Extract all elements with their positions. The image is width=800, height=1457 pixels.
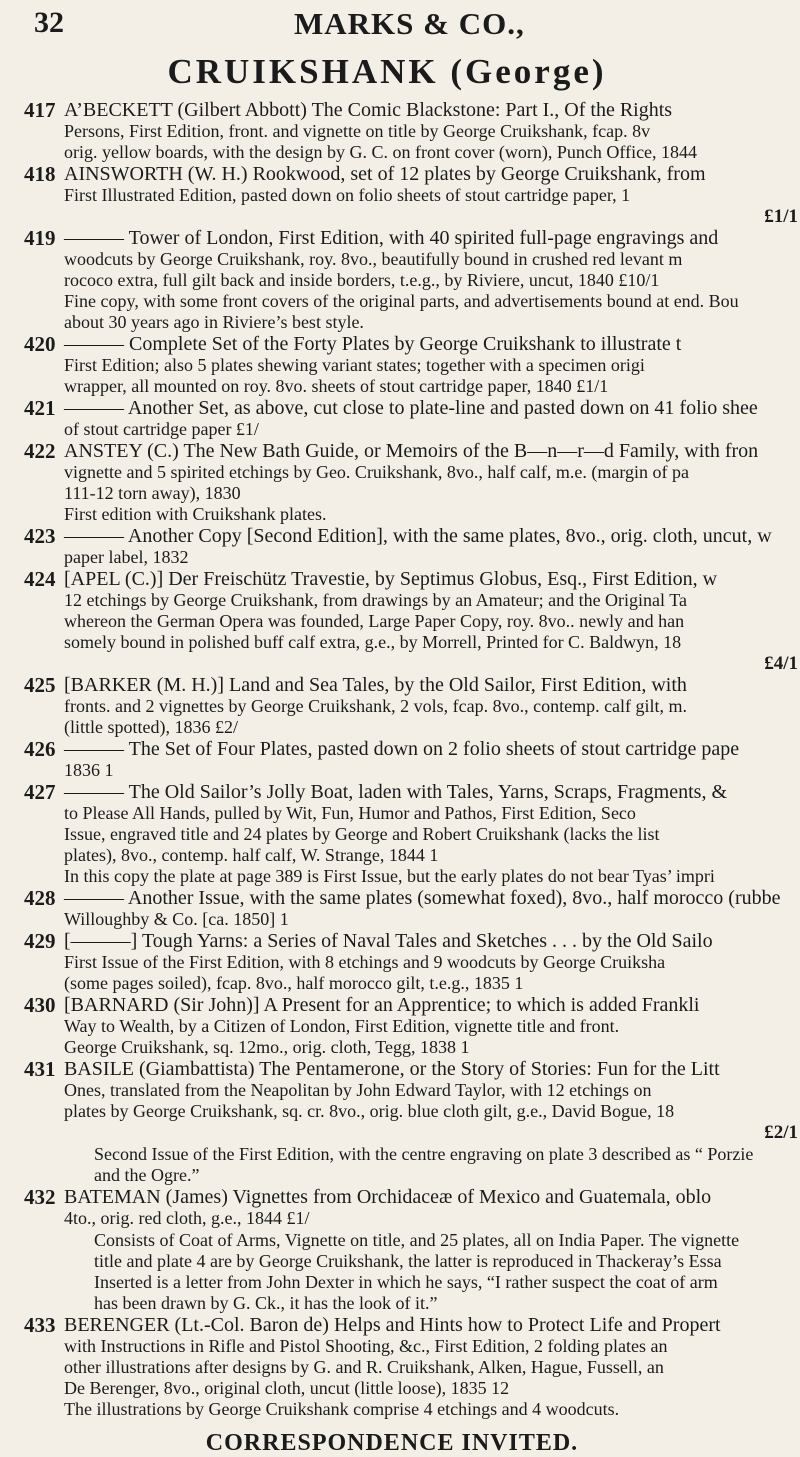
catalogue-entry xyxy=(24,441,800,525)
entry-line: BASILE (Giambattista) The Pentamerone, or the Story of Stories: Fun for the Litt xyxy=(64,1059,720,1080)
entry-number: 429 xyxy=(24,931,56,953)
entry-line: Inserted is a letter from John Dexter in which he says, “I rather suspect the coat of arm xyxy=(94,1272,718,1292)
catalogue-entry xyxy=(24,526,800,568)
entry-number: 423 xyxy=(24,526,56,548)
catalogue-entry xyxy=(24,398,800,440)
entry-line: Fine copy, with some front covers of the original parts, and advertisements bound at end. Bou xyxy=(64,291,739,311)
entry-line: [BARKER (M. H.)] Land and Sea Tales, by the Old Sailor, First Edition, with xyxy=(64,675,687,696)
entry-line: First edition with Cruikshank plates. xyxy=(64,504,327,524)
page-header xyxy=(24,6,800,52)
running-head: MARKS & CO., xyxy=(294,6,525,41)
entry-note xyxy=(24,1144,800,1186)
entry-number: 420 xyxy=(24,334,56,356)
catalogue-entry xyxy=(24,334,800,397)
entry-line: ——— The Set of Four Plates, pasted down on 2 folio sheets of stout cartridge pape xyxy=(64,739,740,760)
entry-line: ——— The Old Sailor’s Jolly Boat, laden with Tales, Yarns, Scraps, Fragments, & xyxy=(64,782,728,803)
catalogue-entry xyxy=(24,1059,800,1143)
entry-number: 431 xyxy=(24,1059,56,1081)
entry-line: ——— Complete Set of the Forty Plates by George Cruikshank to illustrate t xyxy=(64,334,682,355)
entry-line: other illustrations after designs by G. and R. Cruikshank, Alken, Hague, Fussell, an xyxy=(64,1357,664,1377)
entry-line: Second Issue of the First Edition, with the centre engraving on plate 3 described as “ Porzie xyxy=(94,1144,754,1164)
entry-line: The illustrations by George Cruikshank comprise 4 etchings and 4 woodcuts. xyxy=(64,1399,620,1419)
entry-line: Willoughby & Co. [ca. 1850] 1 xyxy=(64,909,289,929)
entry-line: (some pages soiled), fcap. 8vo., half morocco gilt, t.e.g., 1835 1 xyxy=(64,973,524,993)
entry-number: 427 xyxy=(24,782,56,804)
entry-line: First Edition; also 5 plates shewing variant states; together with a specimen origi xyxy=(64,355,645,375)
entry-line: vignette and 5 spirited etchings by Geo. Cruikshank, 8vo., half calf, m.e. (margin of pa xyxy=(64,462,690,482)
catalogue-entry xyxy=(24,100,800,163)
entry-line: [BARNARD (Sir John)] A Present for an Apprentice; to which is added Frankli xyxy=(64,995,700,1016)
entry-number: 417 xyxy=(24,100,56,122)
catalogue-entry xyxy=(24,1315,800,1420)
catalogue-entry xyxy=(24,995,800,1058)
entry-note xyxy=(24,1230,800,1314)
entry-line: Consists of Coat of Arms, Vignette on title, and 25 plates, all on India Paper. The vignette xyxy=(94,1230,740,1250)
entry-line: A’BECKETT (Gilbert Abbott) The Comic Blackstone: Part I., Of the Rights xyxy=(64,100,673,121)
entry-number: 426 xyxy=(24,739,56,761)
entry-line: Issue, engraved title and 24 plates by George and Robert Cruikshank (lacks the list xyxy=(64,824,660,844)
entry-line: Persons, First Edition, front. and vignette on title by George Cruikshank, fcap. 8v xyxy=(64,121,651,141)
entry-number: 433 xyxy=(24,1315,56,1337)
entries-list xyxy=(24,100,800,1420)
entry-line: plates), 8vo., contemp. half calf, W. Strange, 1844 1 xyxy=(64,845,439,865)
entry-price: £2/1 xyxy=(764,1122,798,1143)
catalogue-entry xyxy=(24,675,800,738)
entry-line: First Issue of the First Edition, with 8 etchings and 9 woodcuts by George Cruiksha xyxy=(64,952,666,972)
entry-line: De Berenger, 8vo., original cloth, uncut (little loose), 1835 12 xyxy=(64,1378,510,1398)
entry-line: fronts. and 2 vignettes by George Cruikshank, 2 vols, fcap. 8vo., contemp. calf gilt, m. xyxy=(64,696,688,716)
entry-line: 12 etchings by George Cruikshank, from drawings by an Amateur; and the Original Ta xyxy=(64,590,687,610)
entry-line: Ones, translated from the Neapolitan by John Edward Taylor, with 12 etchings on xyxy=(64,1080,652,1100)
entry-line: ANSTEY (C.) The New Bath Guide, or Memoirs of the B—n—r—d Family, with fron xyxy=(64,441,759,462)
entry-line: and the Ogre.” xyxy=(94,1165,200,1185)
entry-number: 419 xyxy=(24,228,56,250)
entry-line: ——— Another Copy [Second Edition], with the same plates, 8vo., orig. cloth, uncut, w xyxy=(64,526,772,547)
catalogue-entry xyxy=(24,228,800,333)
entry-line: (little spotted), 1836 £2/ xyxy=(64,717,238,737)
entry-line: whereon the German Opera was founded, Large Paper Copy, roy. 8vo.. newly and han xyxy=(64,611,685,631)
entry-line: ——— Another Issue, with the same plates (somewhat foxed), 8vo., half morocco (rubbe xyxy=(64,888,781,909)
footer-text: CORRESPONDENCE INVITED. xyxy=(205,1430,579,1456)
entry-line: AINSWORTH (W. H.) Rookwood, set of 12 plates by George Cruikshank, from xyxy=(64,164,706,185)
catalogue-entry xyxy=(24,782,800,887)
catalogue-entry xyxy=(24,888,800,930)
entry-price: £4/1 xyxy=(764,653,798,674)
catalogue-entry xyxy=(24,931,800,994)
entry-line: paper label, 1832 xyxy=(64,547,189,567)
entry-number: 421 xyxy=(24,398,56,420)
entry-number: 422 xyxy=(24,441,56,463)
entry-line: ——— Tower of London, First Edition, with 40 spirited full-page engravings and xyxy=(64,228,719,249)
entry-line: woodcuts by George Cruikshank, roy. 8vo., beautifully bound in crushed red levant m xyxy=(64,249,683,269)
entry-line: BATEMAN (James) Vignettes from Orchidaceæ of Mexico and Guatemala, oblo xyxy=(64,1187,712,1208)
entry-line: somely bound in polished buff calf extra, g.e., by Morrell, Printed for C. Baldwyn, 18 xyxy=(64,632,682,652)
entry-line: with Instructions in Rifle and Pistol Shooting, &c., First Edition, 2 folding plates an xyxy=(64,1336,668,1356)
catalogue-entry xyxy=(24,1187,800,1229)
catalogue-entry xyxy=(24,739,800,781)
entry-line: orig. yellow boards, with the design by G. C. on front cover (worn), Punch Office, 1844 xyxy=(64,142,698,162)
entry-line: 111-12 torn away), 1830 xyxy=(64,483,241,503)
catalogue-entry xyxy=(24,569,800,674)
catalogue-entry xyxy=(24,164,800,227)
entry-line: George Cruikshank, sq. 12mo., orig. cloth, Tegg, 1838 1 xyxy=(64,1037,470,1057)
entry-line: [APEL (C.)] Der Freischütz Travestie, by Septimus Globus, Esq., First Edition, w xyxy=(64,569,718,590)
entry-line: rococo extra, full gilt back and inside borders, t.e.g., by Riviere, uncut, 1840 £10/1 xyxy=(64,270,660,290)
entry-line: to Please All Hands, pulled by Wit, Fun, Humor and Pathos, First Edition, Seco xyxy=(64,803,636,823)
entry-line: 1836 1 xyxy=(64,760,114,780)
section-title: CRUIKSHANK (George) xyxy=(167,52,607,91)
entry-number: 430 xyxy=(24,995,56,1017)
entry-number: 418 xyxy=(24,164,56,186)
entry-line: wrapper, all mounted on roy. 8vo. sheets of stout cartridge paper, 1840 £1/1 xyxy=(64,376,609,396)
entry-line: ——— Another Set, as above, cut close to plate-line and pasted down on 41 folio shee xyxy=(64,398,758,419)
entry-number: 425 xyxy=(24,675,56,697)
entry-line: In this copy the plate at page 389 is First Issue, but the early plates do not bear Tyas’ impri xyxy=(64,866,715,886)
entry-line: Way to Wealth, by a Citizen of London, First Edition, vignette title and front. xyxy=(64,1016,620,1036)
entry-line: 4to., orig. red cloth, g.e., 1844 £1/ xyxy=(64,1208,310,1228)
entry-line: about 30 years ago in Riviere’s best style. xyxy=(64,312,364,332)
entry-line: has been drawn by G. Ck., it has the look of it.” xyxy=(94,1293,438,1313)
page-number: 32 xyxy=(34,6,64,39)
entry-line: of stout cartridge paper £1/ xyxy=(64,419,259,439)
entry-line: First Illustrated Edition, pasted down on folio sheets of stout cartridge paper, 1 xyxy=(64,185,631,205)
entry-line: title and plate 4 are by George Cruikshank, the latter is reproduced in Thackeray’s Essa xyxy=(94,1251,722,1271)
entry-number: 424 xyxy=(24,569,56,591)
entry-price: £1/1 xyxy=(764,206,798,227)
entry-number: 428 xyxy=(24,888,56,910)
entry-line: BERENGER (Lt.-Col. Baron de) Helps and Hints how to Protect Life and Propert xyxy=(64,1315,721,1336)
entry-line: plates by George Cruikshank, sq. cr. 8vo., orig. blue cloth gilt, g.e., David Bogue, 18 xyxy=(64,1101,675,1121)
entry-number: 432 xyxy=(24,1187,56,1209)
entry-line: [———] Tough Yarns: a Series of Naval Tales and Sketches . . . by the Old Sailo xyxy=(64,931,713,952)
